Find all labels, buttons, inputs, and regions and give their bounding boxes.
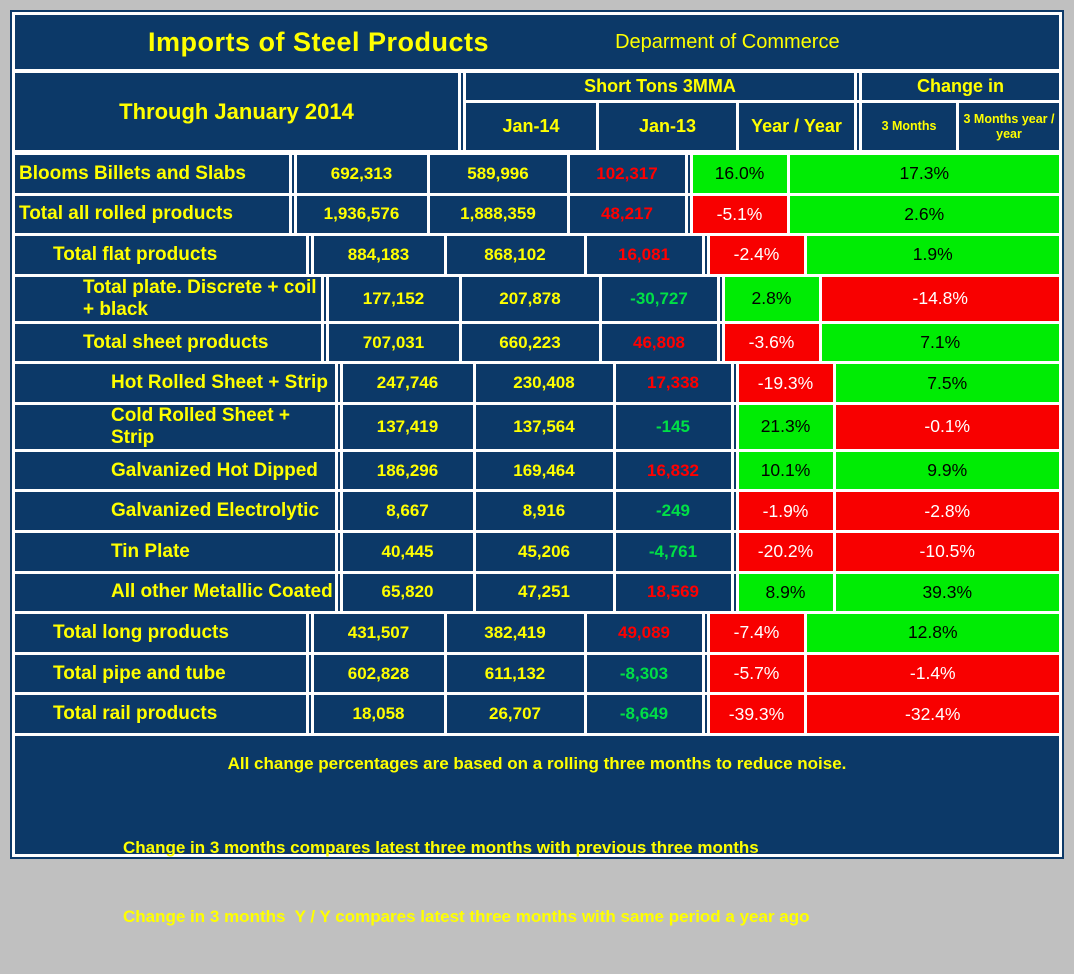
table-row [15,452,1059,490]
change-3-months-cell: -39.3% [710,695,804,733]
change-3-months-cell: -20.2% [739,533,833,571]
year-over-year-value-cell: 16,832 [616,452,731,490]
group-divider [309,236,311,274]
jan13-value-cell: 45,206 [476,533,613,571]
footnote-line-3: Change in 3 months Y / Y compares latest three months with same period a year ago [123,907,810,926]
group-divider [324,277,326,321]
jan14-value-cell: 1,936,576 [297,196,427,234]
jan13-value-cell: 230,408 [476,364,613,402]
jan14-value-cell: 186,296 [343,452,473,490]
change-3-months-yoy-cell: -1.4% [807,655,1060,693]
group-divider [292,155,294,193]
group-divider [705,236,707,274]
product-label-cell: Total pipe and tube [15,655,306,693]
change-3-months-cell: -19.3% [739,364,833,402]
jan13-value-cell: 868,102 [447,236,584,274]
change-3-months-yoy-cell: -0.1% [836,405,1060,449]
product-label-cell: Total sheet products [15,324,321,362]
group-divider [338,405,340,449]
change-3-months-yoy-cell: 2.6% [790,196,1060,234]
year-over-year-value-cell: 18,569 [616,574,731,612]
jan13-value-cell: 207,878 [462,277,599,321]
group-divider [338,574,340,612]
table-row [15,236,1059,274]
change-3-months-cell: -5.7% [710,655,804,693]
change-3-months-cell: -1.9% [739,492,833,530]
group-divider [705,695,707,733]
group-divider [324,324,326,362]
change-3-months-yoy-cell: 39.3% [836,574,1060,612]
change-3-months-cell: 8.9% [739,574,833,612]
product-label-cell: Blooms Billets and Slabs [15,155,289,193]
change-3-months-yoy-cell: -14.8% [822,277,1060,321]
group-divider [309,655,311,693]
year-over-year-value-cell: 46,808 [602,324,717,362]
jan13-value-cell: 26,707 [447,695,584,733]
report-panel [10,10,1064,926]
jan14-value-cell: 177,152 [329,277,459,321]
year-over-year-value-cell: -30,727 [602,277,717,321]
title-band [15,15,1059,69]
group-divider [734,405,736,449]
group-divider [720,277,722,321]
change-3-months-yoy-cell: 9.9% [836,452,1060,490]
group-divider [857,103,859,150]
change-3-months-yoy-cell: -32.4% [807,695,1060,733]
product-label-cell: Cold Rolled Sheet + Strip [15,405,335,449]
group-divider [734,452,736,490]
footnote-main: All change percentages are based on a rolling three months to reduce noise. [227,754,847,773]
table-body [15,155,1059,733]
year-over-year-value-cell: 49,089 [587,614,702,652]
group-divider [309,695,311,733]
year-over-year-value-cell: -249 [616,492,731,530]
change-3-months-yoy-cell: -10.5% [836,533,1060,571]
product-label-cell: Galvanized Electrolytic [15,492,335,530]
jan14-value-cell: 247,746 [343,364,473,402]
table-row [15,364,1059,402]
change-3-months-yoy-cell: 17.3% [790,155,1060,193]
change-3-months-yoy-cell: -2.8% [836,492,1060,530]
column-header-jan14: Jan-14 [466,103,596,150]
column-header-3-months-yoy: 3 Months year / year [959,103,1059,150]
jan13-value-cell: 8,916 [476,492,613,530]
table-row [15,405,1059,449]
jan13-value-cell: 137,564 [476,405,613,449]
year-over-year-value-cell: -145 [616,405,731,449]
year-over-year-value-cell: -8,649 [587,695,702,733]
table-row [15,574,1059,612]
year-over-year-value-cell: -8,303 [587,655,702,693]
product-label-cell: Total all rolled products [15,196,289,234]
change-3-months-yoy-cell: 7.5% [836,364,1060,402]
footnote-details [15,790,1059,974]
column-header-year-year: Year / Year [739,103,854,150]
jan14-value-cell: 137,419 [343,405,473,449]
jan13-value-cell: 382,419 [447,614,584,652]
group-header-row [466,73,1059,100]
product-label-cell: Total long products [15,614,306,652]
year-over-year-value-cell: 102,317 [570,155,685,193]
product-label-cell: Total rail products [15,695,306,733]
year-over-year-value-cell: 16,081 [587,236,702,274]
jan14-value-cell: 602,828 [314,655,444,693]
group-divider [734,364,736,402]
jan13-value-cell: 169,464 [476,452,613,490]
change-3-months-yoy-cell: 1.9% [807,236,1060,274]
group-divider [338,364,340,402]
change-3-months-cell: -7.4% [710,614,804,652]
change-3-months-cell: -5.1% [693,196,787,234]
jan13-value-cell: 1,888,359 [430,196,567,234]
product-label-cell: All other Metallic Coated [15,574,335,612]
column-headers [466,73,1059,150]
table-row [15,492,1059,530]
group-divider [338,533,340,571]
group-divider [734,492,736,530]
change-3-months-cell: 2.8% [725,277,819,321]
table-row [15,324,1059,362]
column-header-3-months: 3 Months [862,103,956,150]
jan14-value-cell: 707,031 [329,324,459,362]
year-over-year-value-cell: 48,217 [570,196,685,234]
jan14-value-cell: 431,507 [314,614,444,652]
group-divider [292,196,294,234]
table-row [15,196,1059,234]
year-over-year-value-cell: 17,338 [616,364,731,402]
group-header-change-in: Change in [862,73,1059,100]
table-row [15,155,1059,193]
product-label-cell: Tin Plate [15,533,335,571]
change-3-months-cell: 16.0% [693,155,787,193]
jan14-value-cell: 884,183 [314,236,444,274]
jan14-value-cell: 8,667 [343,492,473,530]
footnote-line-2: Change in 3 months compares latest three months with previous three months [123,838,759,857]
change-3-months-cell: 21.3% [739,405,833,449]
report-table [12,12,1062,926]
change-3-months-cell: -3.6% [725,324,819,362]
footnote-band [15,736,1059,926]
jan13-value-cell: 47,251 [476,574,613,612]
sub-header-row [466,103,1059,150]
group-divider [688,196,690,234]
group-divider [734,574,736,612]
group-divider [705,655,707,693]
table-row [15,533,1059,571]
change-3-months-yoy-cell: 12.8% [807,614,1060,652]
product-label-cell: Total plate. Discrete + coil + black [15,277,321,321]
group-divider [461,73,463,150]
jan13-value-cell: 660,223 [462,324,599,362]
product-label-cell: Total flat products [15,236,306,274]
change-3-months-cell: -2.4% [710,236,804,274]
jan14-value-cell: 40,445 [343,533,473,571]
table-row [15,614,1059,652]
table-row [15,695,1059,733]
report-title: Imports of Steel Products [148,26,490,57]
jan13-value-cell: 611,132 [447,655,584,693]
table-header [15,73,1059,150]
change-3-months-cell: 10.1% [739,452,833,490]
group-divider [857,73,859,100]
group-divider [734,533,736,571]
jan14-value-cell: 692,313 [297,155,427,193]
column-header-jan13: Jan-13 [599,103,736,150]
product-label-cell: Hot Rolled Sheet + Strip [15,364,335,402]
table-row [15,655,1059,693]
period-header: Through January 2014 [15,73,458,150]
jan14-value-cell: 65,820 [343,574,473,612]
group-divider [309,614,311,652]
group-divider [720,324,722,362]
group-divider [705,614,707,652]
jan13-value-cell: 589,996 [430,155,567,193]
group-divider [688,155,690,193]
group-divider [338,492,340,530]
product-label-cell: Galvanized Hot Dipped [15,452,335,490]
change-3-months-yoy-cell: 7.1% [822,324,1060,362]
year-over-year-value-cell: -4,761 [616,533,731,571]
group-divider [338,452,340,490]
table-row [15,277,1059,321]
department-label: Deparment of Commerce [615,30,840,53]
group-header-short-tons: Short Tons 3MMA [466,73,854,100]
jan14-value-cell: 18,058 [314,695,444,733]
